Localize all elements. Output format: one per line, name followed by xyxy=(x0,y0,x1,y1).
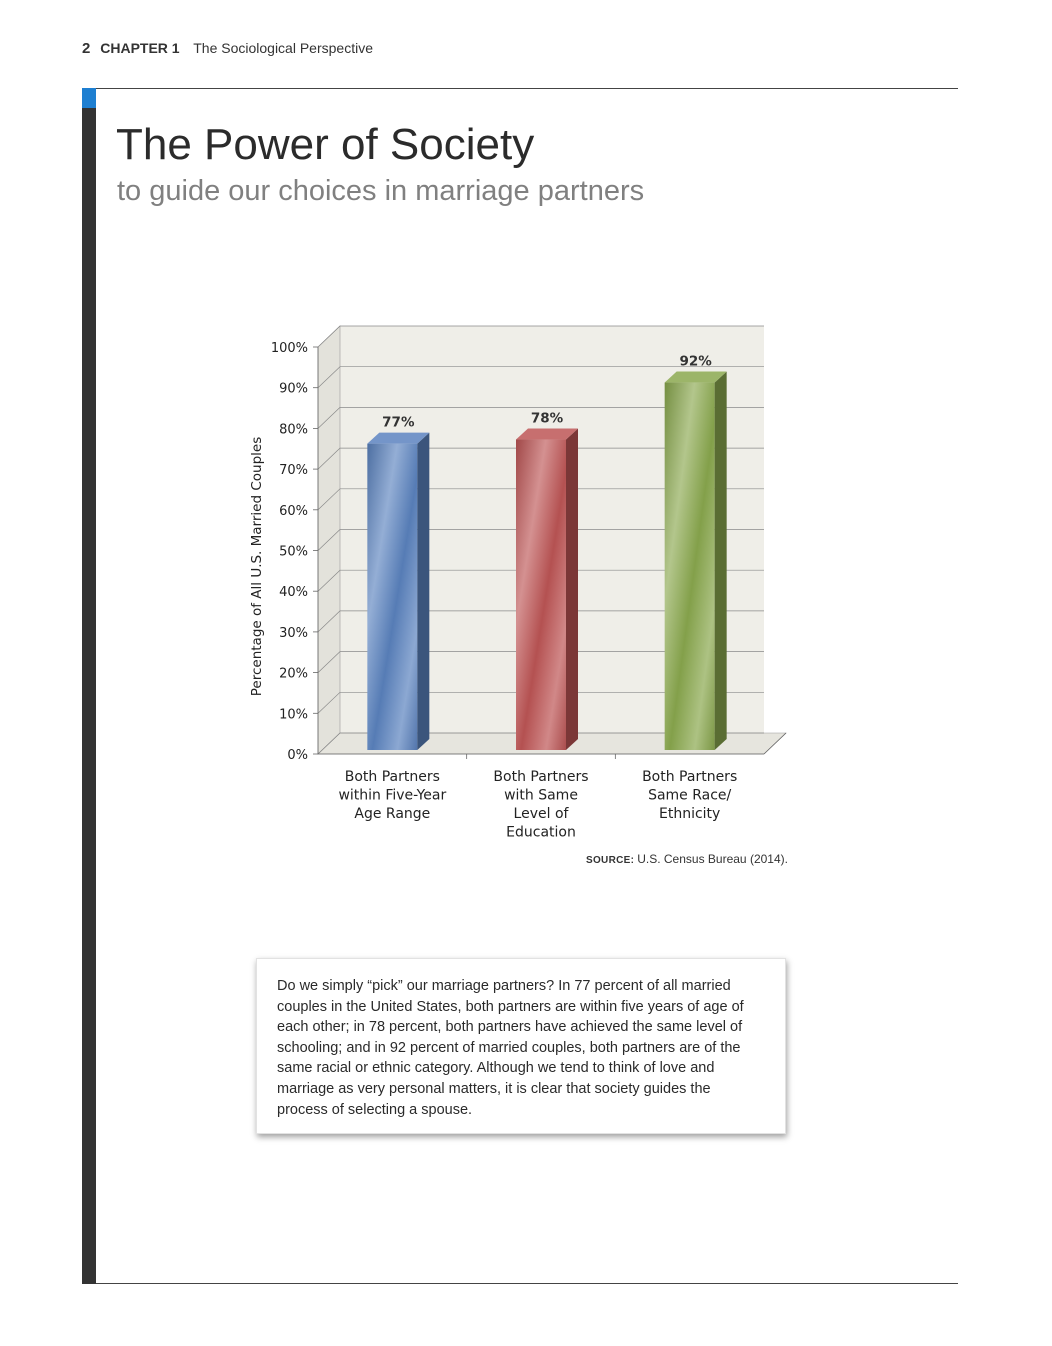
bar xyxy=(367,444,417,750)
y-tick-label: 0% xyxy=(287,748,308,763)
bar-value-label: 77% xyxy=(382,414,415,431)
y-tick-label: 90% xyxy=(279,381,308,397)
side-bar xyxy=(82,88,96,1284)
source-text: U.S. Census Bureau (2014). xyxy=(637,852,788,866)
y-tick-label: 50% xyxy=(279,544,308,560)
bar-side xyxy=(715,372,727,750)
x-category-label: Age Range xyxy=(354,806,431,822)
page-number: 2 xyxy=(82,40,91,57)
x-category-label: Level of xyxy=(513,806,569,822)
x-category-label: with Same xyxy=(504,787,578,804)
bar-value-label: 78% xyxy=(530,410,564,427)
bar-side xyxy=(417,433,429,750)
feature-subtitle: to guide our choices in marriage partners xyxy=(117,175,645,207)
side-bar-accent xyxy=(82,88,96,108)
y-tick-label: 40% xyxy=(279,585,308,601)
bottom-rule xyxy=(96,1283,958,1284)
y-tick-label: 80% xyxy=(279,422,308,438)
x-category-label: Education xyxy=(506,824,576,841)
bar-side xyxy=(566,429,578,750)
y-axis-title: Percentage of All U.S. Married Couples xyxy=(249,436,265,697)
y-tick-label: 30% xyxy=(279,625,308,641)
y-tick-label: 100% xyxy=(270,341,308,356)
x-category-label: within Five-Year xyxy=(338,787,447,804)
x-category-label: Ethnicity xyxy=(658,806,721,822)
y-tick-label: 20% xyxy=(279,666,308,682)
running-head xyxy=(82,40,373,57)
feature-title: The Power of Society xyxy=(116,120,535,169)
chart-source xyxy=(586,852,788,866)
x-category-label: Both Partners xyxy=(493,769,589,785)
y-tick-label: 60% xyxy=(279,503,308,519)
caption-box xyxy=(256,958,786,1134)
chapter-title: The Sociological Perspective xyxy=(193,40,373,56)
x-category-label: Both Partners xyxy=(344,769,440,785)
bar xyxy=(516,440,566,750)
caption-text: Do we simply “pick” our marriage partners? In 77 percent of all married couples in the United States, both partners are within five years of age of each other; in 78 percent, both partners have achieved the same level of schooling; and in 92 percent of married couples, both partners are of the same racial or ethnic category. Although we tend to think of love and marriage as very personal matters, it is clear that society guides the process of selecting a spouse. xyxy=(277,978,744,1118)
bar-value-label: 92% xyxy=(679,353,712,370)
top-rule xyxy=(96,88,958,89)
chapter-label: CHAPTER 1 xyxy=(100,40,180,56)
x-category-label: Both Partners xyxy=(642,769,738,785)
y-tick-label: 10% xyxy=(279,707,308,723)
x-category-label: Same Race/ xyxy=(648,787,732,804)
y-tick-label: 70% xyxy=(279,463,308,479)
marriage-partners-bar-chart xyxy=(240,320,800,850)
source-label: SOURCE: xyxy=(586,855,635,866)
bar xyxy=(665,383,715,750)
